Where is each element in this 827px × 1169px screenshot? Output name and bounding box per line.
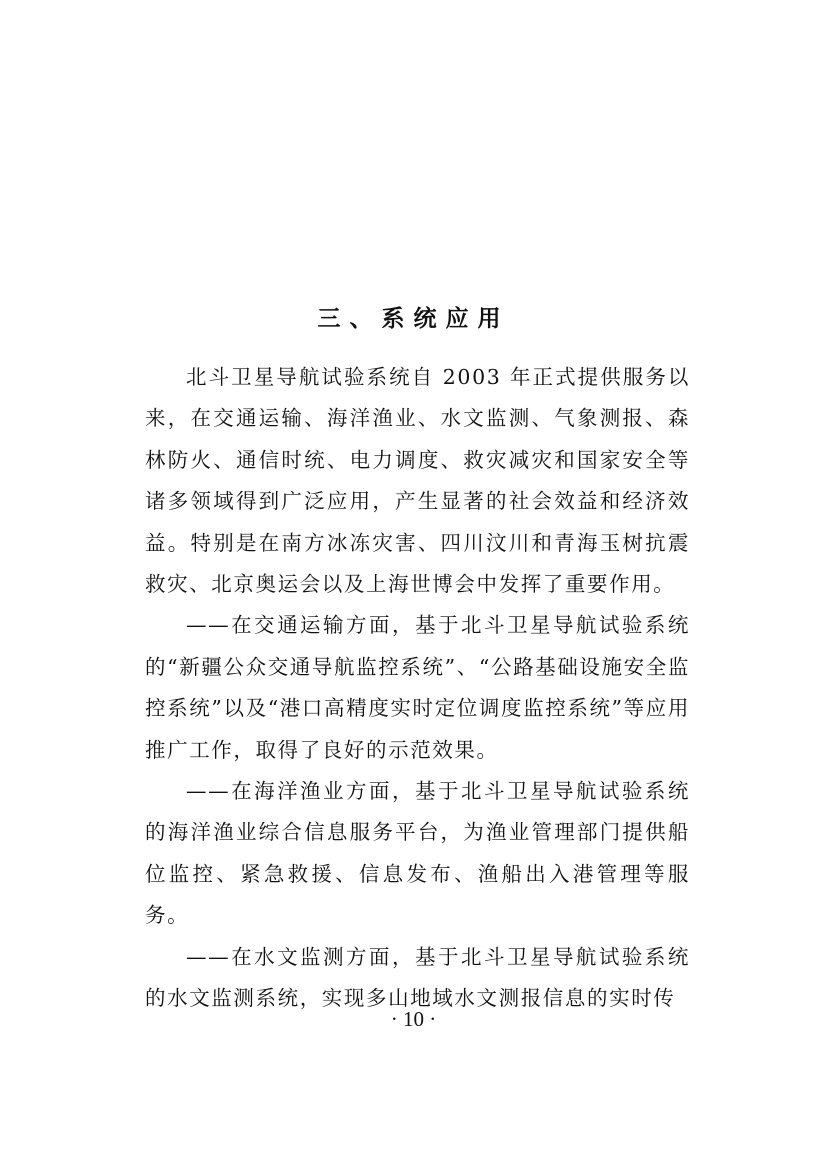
paragraph-intro: 北斗卫星导航试验系统自 2003 年正式提供服务以来，在交通运输、海洋渔业、水文监测、气象测报、森林防火、通信时统、电力调度、救灾减灾和国家安全等诸多领域得到广泛应用，产生显著的社会效益和经济效益。特别是在南方冰冻灾害、四川汶川和青海玉树抗震救灾、北京奥运会以及上海世博会中发挥了重要作用。 (145, 365, 690, 597)
paragraph-hydrology: ——在水文监测方面，基于北斗卫星导航试验系统的水文监测系统，实现多山地域水文测报信息的实时传 (145, 944, 690, 1011)
document-body (145, 357, 690, 1020)
paragraph-ocean-fishery: ——在海洋渔业方面，基于北斗卫星导航试验系统的海洋渔业综合信息服务平台，为渔业管理部门提供船位监控、紧急救援、信息发布、渔船出入港管理等服务。 (145, 779, 690, 928)
paragraph-transportation: ——在交通运输方面，基于北斗卫星导航试验系统的“新疆公众交通导航监控系统”、“公路基础设施安全监控系统”以及“港口高精度实时定位调度监控系统”等应用推广工作，取得了良好的示范效果。 (145, 613, 690, 762)
section-title: 三、系统应用 (317, 306, 510, 333)
page-number: · 10 · (390, 1007, 437, 1031)
